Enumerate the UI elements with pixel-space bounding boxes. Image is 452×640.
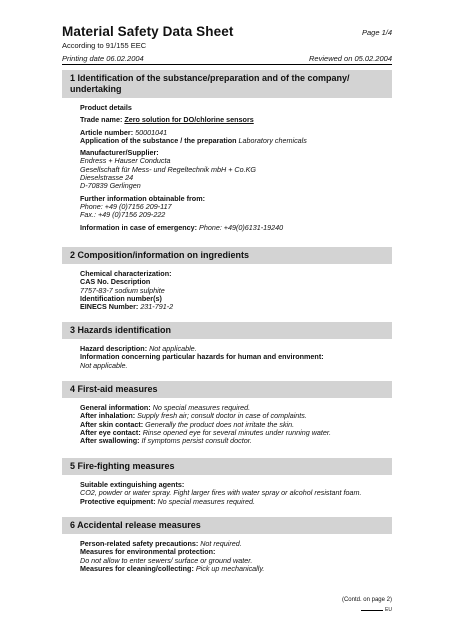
phone-value: Phone: +49 (0)7156 209-117 [80,201,172,211]
person-label: Person-related safety precautions: [80,539,199,548]
date-row [62,54,392,63]
identification-numbers-label: Identification number(s) [80,293,162,303]
section-identification [62,70,392,232]
section-body [62,475,392,506]
further-information-label: Further information obtainable from: [80,193,205,203]
section-body [62,264,392,311]
printing-date: Printing date 06.02.2004 [62,54,144,63]
section-body [62,98,392,232]
section-body [62,339,392,370]
skin-value: Generally the product does not irritate the skin. [145,419,295,429]
application-label: Application of the substance / the preparation [80,135,237,145]
fax-value: Fax.: +49 (0)7156 209-222 [80,210,166,220]
eye-value: Rinse opened eye for several minutes under running water. [142,427,332,437]
cleaning-value: Pick up mechanically. [195,563,265,573]
section-body [62,534,392,573]
region-marker [361,607,392,613]
general-label: General information: [80,403,151,412]
manufacturer-line: Gesellschaft für Mess- und Regeltechnik mbH + Co.KG [80,164,256,174]
header-divider [62,64,392,65]
section-accidental-release [62,517,392,573]
cas-description-label: CAS No. Description [80,277,151,287]
emergency-label: Information in case of emergency: [80,222,198,232]
region-code: EU [385,607,392,613]
section-composition [62,247,392,311]
inhalation-value: Supply fresh air; consult doctor in case of complaints. [137,411,307,421]
extinguishing-agents-value: CO2, powder or water spray. Fight larger fires with water spray or alcohol resistant foam. [80,488,362,498]
protective-value: No special measures required. [157,496,255,506]
section-heading: 3 Hazards identification [62,322,392,339]
cas-value: 7757-83-7 sodium sulphite [80,285,165,295]
hazard-label: Hazard description: [80,344,148,353]
swallow-label: After swallowing: [80,436,140,446]
environmental-value: Do not allow to enter sewers/ surface or ground water. [80,555,253,565]
swallow-row [80,437,392,445]
cleaning-row [80,565,392,573]
trade-name-row [80,116,392,124]
manufacturer-label: Manufacturer/Supplier: [80,148,159,158]
emergency-value: Phone: +49(0)6131-19240 [199,222,284,232]
manufacturer-line: Dieselstrasse 24 [80,173,134,183]
section-fire-fighting [62,458,392,506]
skin-label: After skin contact: [80,419,144,429]
swallow-value: If symptoms persist consult doctor. [141,436,252,446]
section-heading: 4 First-aid measures [62,381,392,398]
einecs-value: 231-791-2 [140,302,174,312]
reviewed-date: Reviewed on 05.02.2004 [309,54,392,63]
trade-name-label: Trade name: [80,115,123,125]
article-number-value: 50001041 [135,127,168,137]
einecs-row [80,303,392,311]
page-number: Page 1/4 [361,28,392,37]
particular-hazards-label: Information concerning particular hazards for human and environment: [80,352,324,362]
inhalation-label: After inhalation: [80,411,136,421]
particular-hazards-value: Not applicable. [80,360,128,370]
chemical-characterization-label: Chemical characterization: [80,269,172,278]
hazard-value: Not applicable. [149,344,197,353]
extinguishing-agents-label: Suitable extinguishing agents: [80,480,185,489]
document-title: Material Safety Data Sheet [62,24,234,39]
einecs-label: EINECS Number: [80,302,139,312]
document-subtitle: According to 91/155 EEC [62,41,147,50]
application-row [80,137,392,145]
person-value: Not required. [200,539,242,548]
general-value: No special measures required. [152,403,251,412]
section-heading: 5 Fire-fighting measures [62,458,392,475]
protective-label: Protective equipment: [80,496,156,506]
application-value: Laboratory chemicals [238,135,307,145]
section-heading: 1 Identification of the substance/preparation and of the company/ undertaking [62,70,392,98]
protective-row [80,498,392,506]
section-first-aid [62,381,392,445]
product-details-label: Product details [80,103,132,112]
section-hazards [62,322,392,370]
environmental-label: Measures for environmental protection: [80,547,216,557]
continued-note: (Contd. on page 2) [341,597,392,603]
article-number-label: Article number: [80,127,134,137]
section-heading: 2 Composition/information on ingredients [62,247,392,264]
trade-name-value: Zero solution for DO/chlorine sensors [124,115,254,125]
cleaning-label: Measures for cleaning/collecting: [80,563,194,573]
manufacturer-line: D-70839 Gerlingen [80,181,141,191]
section-body [62,398,392,445]
section-heading: 6 Accidental release measures [62,517,392,534]
region-rule [361,610,383,611]
emergency-row [80,224,392,232]
eye-label: After eye contact: [80,427,141,437]
manufacturer-line: Endress + Hauser Conducta [80,156,171,166]
